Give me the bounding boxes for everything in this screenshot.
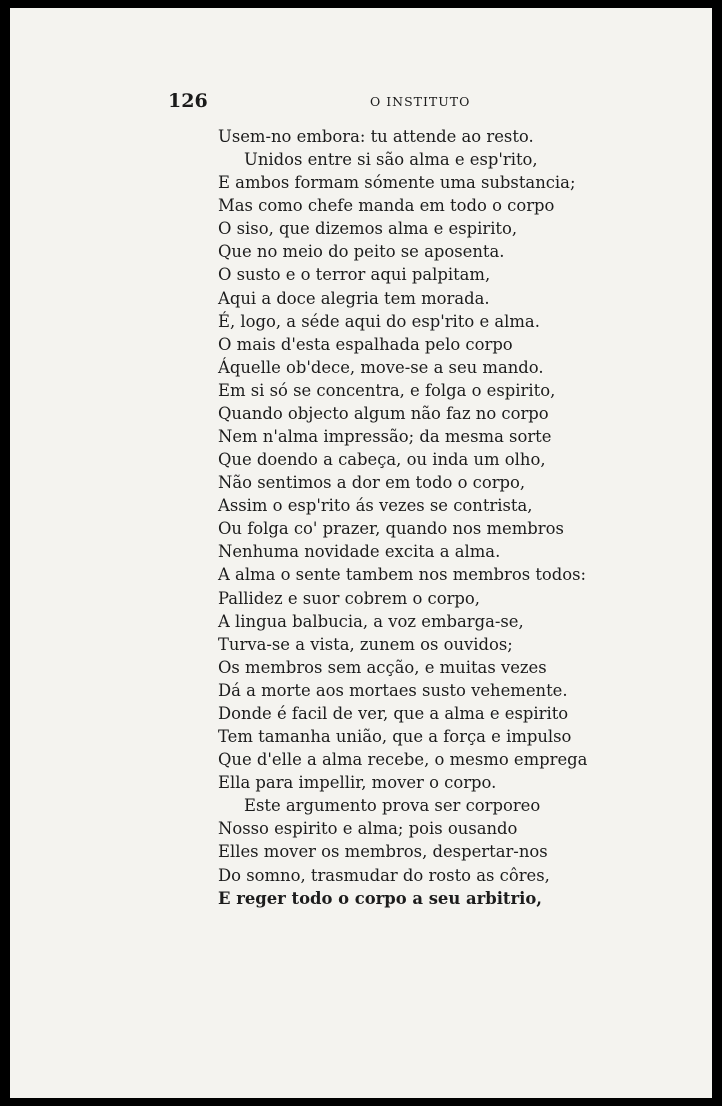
verse-line: Mas como chefe manda em todo o corpo <box>218 196 555 216</box>
verse-line: Donde é facil de ver, que a alma e espirito <box>218 703 569 723</box>
verse-line: Tem tamanha união, que a força e impulso <box>218 727 572 747</box>
verse-line: Turva-se a vista, zunem os ouvidos; <box>218 634 513 654</box>
verse-line: Nem n'alma impressão; da mesma sorte <box>218 427 552 447</box>
book-page <box>10 8 712 1098</box>
verse-line: Unidos entre si são alma e esp'rito, <box>244 150 538 170</box>
verse-line: Assim o esp'rito ás vezes se contrista, <box>218 496 533 516</box>
page-number: 126 <box>168 90 208 112</box>
verse-line: Pallidez e suor cobrem o corpo, <box>218 588 480 608</box>
verse-line: O mais d'esta espalhada pelo corpo <box>218 334 513 354</box>
verse-line: A lingua balbucia, a voz embarga-se, <box>218 611 524 631</box>
verse-line: Que no meio do peito se aposenta. <box>218 242 505 262</box>
verse-line: Ou folga co' prazer, quando nos membros <box>218 519 564 539</box>
page-header <box>10 90 712 120</box>
running-title: O INSTITUTO <box>370 94 471 109</box>
verse-line: Quando objecto algum não faz no corpo <box>218 403 549 423</box>
verse-line: E reger todo o corpo a seu arbitrio, <box>218 888 543 908</box>
verse-line: Ella para impellir, mover o corpo. <box>218 773 497 793</box>
verse-line: Nosso espirito e alma; pois ousando <box>218 819 518 839</box>
verse-line: Que doendo a cabeça, ou inda um olho, <box>218 450 546 470</box>
verse-line: Áquelle ob'dece, move-se a seu mando. <box>218 357 544 377</box>
verse-line: O siso, que dizemos alma e espirito, <box>218 219 518 239</box>
verse-line: A alma o sente tambem nos membros todos: <box>218 565 587 585</box>
verse-line: Usem-no embora: tu attende ao resto. <box>218 127 534 146</box>
poem-verse <box>218 125 638 910</box>
verse-line: Que d'elle a alma recebe, o mesmo emprega <box>218 750 588 770</box>
verse-line: Do somno, trasmudar do rosto as côres, <box>218 865 550 885</box>
verse-line: Nenhuma novidade excita a alma. <box>218 542 501 562</box>
verse-line: Os membros sem acção, e muitas vezes <box>218 657 547 677</box>
verse-line: Elles mover os membros, despertar-nos <box>218 842 548 862</box>
verse-line: Dá a morte aos mortaes susto vehemente. <box>218 680 568 700</box>
verse-line: E ambos formam sómente uma substancia; <box>218 173 576 193</box>
verse-line: Aqui a doce alegria tem morada. <box>218 288 490 308</box>
verse-line: Não sentimos a dor em todo o corpo, <box>218 473 526 493</box>
verse-line: É, logo, a séde aqui do esp'rito e alma. <box>218 311 540 331</box>
verse-line: Este argumento prova ser corporeo <box>244 796 541 816</box>
verse-line: O susto e o terror aqui palpitam, <box>218 265 491 285</box>
verse-line: Em si só se concentra, e folga o espirito, <box>218 380 556 400</box>
